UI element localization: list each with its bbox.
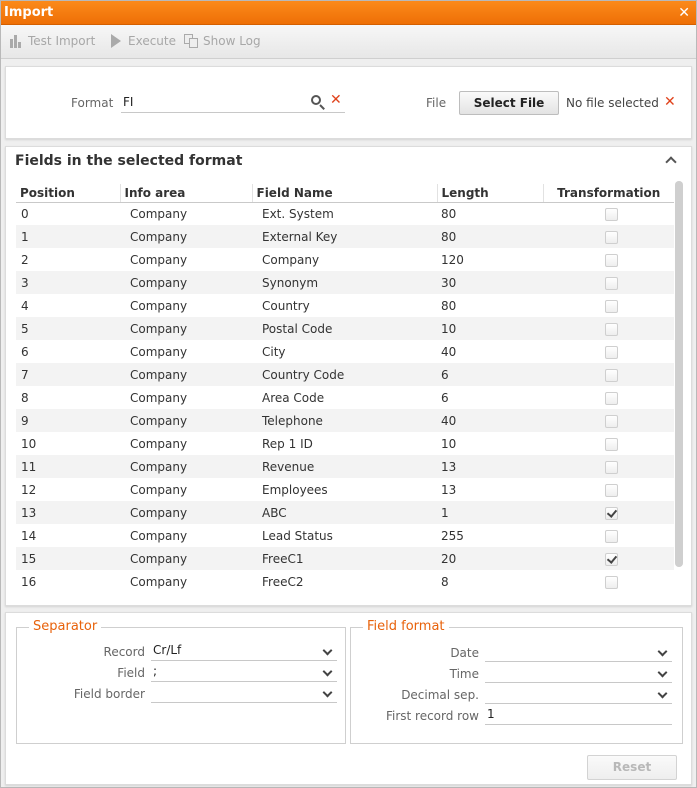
transformation-cell [543,547,674,570]
info-area-cell: Company [120,271,252,294]
fields-table [16,184,674,593]
scrollbar-thumb[interactable] [675,181,683,567]
bar-chart-icon [9,34,23,48]
first-record-row-input[interactable]: 1 [485,706,672,725]
table-row[interactable] [16,432,674,455]
separator-group [16,619,346,744]
fields-section-title: Fields in the selected format [15,153,243,169]
position-cell: 0 [21,206,29,221]
format-label: Format [71,96,114,110]
field-name-cell: Ext. System [262,206,334,221]
search-icon[interactable] [311,95,325,109]
field-name-cell: Area Code [262,390,325,405]
field-name-cell: Rep 1 ID [262,436,313,451]
position-cell: 4 [21,298,29,313]
length-cell: 80 [441,298,457,313]
transformation-checkbox[interactable] [605,530,618,543]
show-log-button[interactable] [184,34,261,48]
table-row[interactable] [16,386,674,409]
transformation-checkbox[interactable] [605,369,618,382]
length-cell: 40 [441,344,457,359]
transformation-checkbox[interactable] [605,277,618,290]
transformation-cell [543,409,674,432]
field-name-cell: FreeC1 [252,547,437,570]
field-border-label: Field border [73,687,145,701]
close-icon[interactable]: ✕ [678,5,690,21]
length-cell: 120 [441,252,464,267]
position-cell: 9 [16,409,120,432]
length-cell: 8 [441,574,449,589]
chevron-down-icon [321,663,335,681]
record-select[interactable] [151,642,337,661]
table-row[interactable] [16,363,674,386]
chevron-down-icon [656,664,670,682]
clear-file-icon[interactable]: ✕ [664,94,676,110]
table-scrollbar[interactable] [675,181,683,567]
format-input[interactable]: FI [121,93,345,113]
transformation-cell [543,340,674,363]
test-import-button[interactable] [9,34,95,48]
transformation-cell [543,363,674,386]
position-cell: 2 [21,252,29,267]
info-area-cell: Company [130,206,188,221]
table-row[interactable] [16,317,674,340]
position-cell: 11 [16,455,120,478]
table-row[interactable] [16,409,674,432]
info-area-cell: Company [130,298,188,313]
info-area-cell: Company [120,501,252,524]
transformation-checkbox[interactable] [605,438,618,451]
col-header-info-area[interactable]: Info area [120,184,252,202]
toolbar [1,25,696,59]
file-status: No file selected [566,96,659,110]
date-label: Date [450,646,479,660]
position-cell: 14 [21,528,37,543]
info-area-cell: Company [120,455,252,478]
length-cell: 80 [437,225,543,248]
field-name-cell: Employees [262,482,328,497]
info-area-cell: Company [130,482,188,497]
transformation-cell [543,386,674,409]
length-cell: 10 [441,436,457,451]
transformation-cell [543,524,674,547]
info-area-cell: Company [130,390,188,405]
field-select[interactable] [151,663,337,682]
separator-legend: Separator [29,619,101,634]
position-cell: 6 [21,344,29,359]
length-cell: 13 [437,455,543,478]
transformation-cell [543,225,674,248]
info-area-cell: Company [120,225,252,248]
table-row[interactable] [16,271,674,294]
transformation-cell [543,478,674,501]
transformation-cell [543,202,674,225]
position-cell: 10 [21,436,37,451]
transformation-checkbox[interactable] [605,208,618,221]
play-icon [109,34,123,48]
length-cell: 6 [441,390,449,405]
first-record-row-label: First record row [385,709,479,723]
length-cell: 10 [437,317,543,340]
time-select[interactable] [485,664,672,683]
table-row[interactable] [16,478,674,501]
field-name-cell: Country Code [252,363,437,386]
transformation-cell [543,294,674,317]
clear-format-icon[interactable]: ✕ [330,92,342,108]
transformation-checkbox[interactable] [605,323,618,336]
transformation-checkbox[interactable] [605,254,618,267]
transformation-checkbox[interactable] [605,392,618,405]
show-log-label: Show Log [203,34,261,48]
execute-label: Execute [128,34,176,48]
decimal-sep-select[interactable] [485,685,672,704]
field-format-group [350,619,683,744]
table-row[interactable] [16,501,674,524]
position-cell: 15 [16,547,120,570]
table-row[interactable] [16,202,674,225]
table-row[interactable] [16,225,674,248]
field-name-cell: Company [262,252,320,267]
transformation-cell [543,317,674,340]
field-name-cell: External Key [252,225,437,248]
reset-button[interactable]: Reset [587,755,677,780]
chevron-down-icon [656,685,670,703]
transformation-checkbox[interactable] [605,576,618,589]
info-area-cell: Company [120,317,252,340]
transformation-checkbox[interactable] [605,231,618,244]
time-label: Time [449,667,479,681]
field-name-cell: Synonym [252,271,437,294]
execute-button[interactable] [109,34,176,48]
info-area-cell: Company [130,252,188,267]
position-cell: 3 [16,271,120,294]
transformation-checkbox[interactable] [605,461,618,474]
transformation-checkbox[interactable] [605,507,618,520]
field-name-cell: Postal Code [252,317,437,340]
field-name-cell: Revenue [252,455,437,478]
record-label: Record [103,645,145,659]
table-row[interactable] [16,455,674,478]
log-icon [184,34,198,48]
field-border-select[interactable] [151,684,337,703]
info-area-cell: Company [130,574,188,589]
position-cell: 1 [16,225,120,248]
length-cell: 13 [441,482,457,497]
transformation-cell [543,248,674,271]
col-header-position[interactable]: Position [16,184,120,202]
transformation-checkbox[interactable] [605,346,618,359]
chevron-down-icon [321,684,335,702]
title-bar [1,1,696,25]
info-area-cell: Company [130,528,188,543]
table-row[interactable] [16,570,674,593]
dialog-title: Import [4,5,54,20]
table-row[interactable] [16,547,674,570]
info-area-cell: Company [120,409,252,432]
field-name-cell: Lead Status [262,528,333,543]
chevron-down-icon [656,643,670,661]
record-value: Cr/Lf [153,643,182,657]
length-cell: 1 [437,501,543,524]
field-name-cell: FreeC2 [262,574,304,589]
date-select[interactable] [485,643,672,662]
file-label: File [426,96,447,110]
col-header-transformation[interactable]: Transformation [543,184,674,202]
field-name-cell: City [262,344,286,359]
transformation-checkbox[interactable] [605,300,618,313]
length-cell: 20 [437,547,543,570]
format-panel [5,66,692,139]
field-format-legend: Field format [363,619,449,634]
position-cell: 12 [21,482,37,497]
transformation-checkbox[interactable] [605,553,618,566]
position-cell: 13 [16,501,120,524]
length-cell: 40 [437,409,543,432]
col-header-length[interactable]: Length [437,184,543,202]
length-cell: 80 [441,206,457,221]
field-value: ; [153,664,158,678]
length-cell: 255 [441,528,464,543]
field-name-cell: ABC [252,501,437,524]
info-area-cell: Company [120,547,252,570]
transformation-checkbox[interactable] [605,415,618,428]
field-name-cell: Country [262,298,310,313]
decimal-sep-label: Decimal sep. [401,688,479,702]
info-area-cell: Company [130,436,188,451]
position-cell: 7 [16,363,120,386]
fields-table-wrap [16,184,674,589]
transformation-cell [543,271,674,294]
field-name-cell: Telephone [252,409,437,432]
chevron-down-icon [321,642,335,660]
table-row[interactable] [16,524,674,547]
transformation-cell [543,570,674,593]
field-label: Field [117,666,145,680]
transformation-checkbox[interactable] [605,484,618,497]
table-row[interactable] [16,340,674,363]
select-file-button[interactable]: Select File [459,91,559,115]
table-row[interactable] [16,248,674,271]
transformation-cell [543,432,674,455]
position-cell: 5 [16,317,120,340]
table-row[interactable] [16,294,674,317]
length-cell: 30 [437,271,543,294]
length-cell: 6 [437,363,543,386]
transformation-cell [543,501,674,524]
info-area-cell: Company [130,344,188,359]
col-header-field-name[interactable]: Field Name [252,184,437,202]
transformation-cell [543,455,674,478]
table-header-row [16,184,674,202]
test-import-label: Test Import [28,34,96,48]
info-area-cell: Company [120,363,252,386]
chevron-up-icon[interactable] [666,156,678,166]
position-cell: 8 [21,390,29,405]
position-cell: 16 [21,574,37,589]
